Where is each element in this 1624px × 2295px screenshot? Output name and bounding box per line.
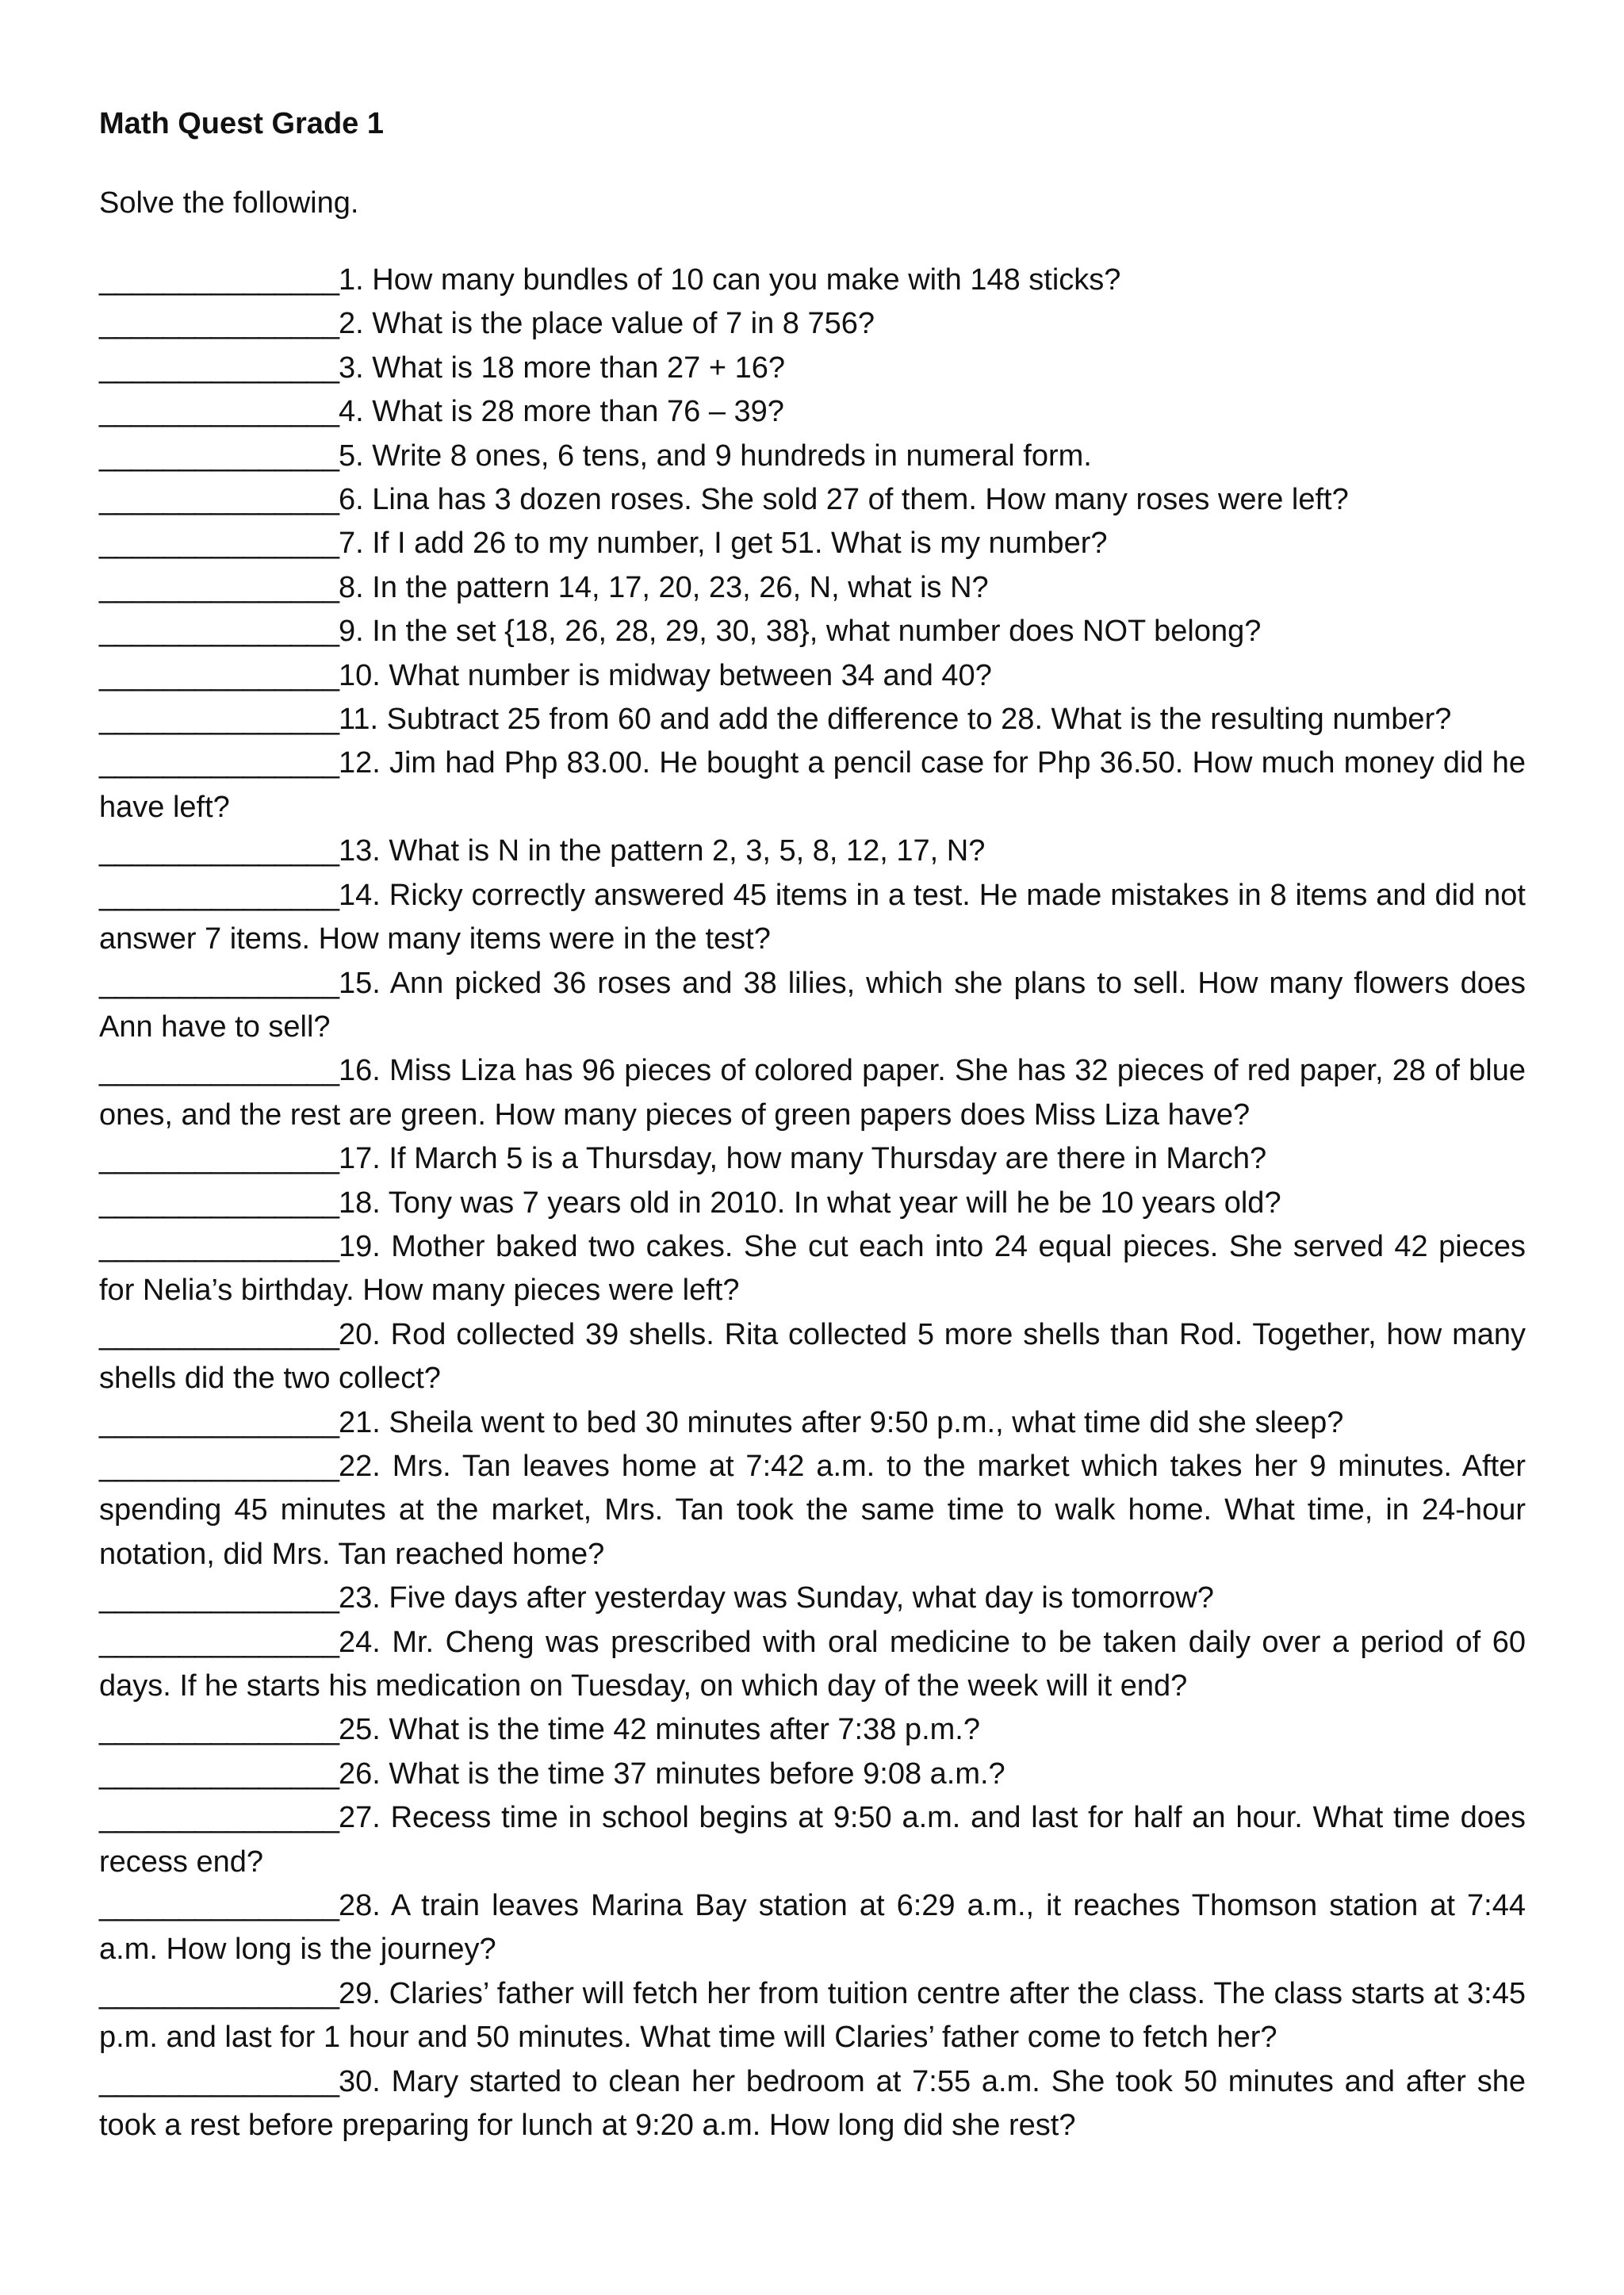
question-number: 15. [339, 966, 381, 1000]
answer-blank[interactable]: _______________ [99, 2064, 339, 2098]
worksheet-title: Math Quest Grade 1 [99, 107, 384, 140]
question-item [99, 741, 1526, 829]
question-number: 6. [339, 483, 364, 517]
question-number: 23. [339, 1581, 381, 1615]
question-text: Jim had Php 83.00. He bought a pencil case for Php 36.50. How much money did he have left? [99, 746, 1526, 824]
question-number: 18. [339, 1186, 381, 1220]
question-item [99, 2060, 1526, 2148]
question-text: A train leaves Marina Bay station at 6:29 a.m., it reaches Thomson station at 7:44 a.m. How long is the journey? [99, 1889, 1526, 1967]
question-number: 17. [339, 1142, 381, 1176]
answer-blank[interactable]: _______________ [99, 1801, 339, 1835]
question-text: What is the place value of 7 in 8 756? [363, 307, 875, 341]
question-text: Miss Liza has 96 pieces of colored paper. She has 32 pieces of red paper, 28 of blue ones, and the rest are green. How many pieces of green papers does Miss Liza have? [99, 1054, 1526, 1132]
question-item [99, 435, 1526, 478]
question-item [99, 1708, 1526, 1752]
question-number: 29. [339, 1976, 381, 2010]
question-item [99, 566, 1526, 610]
answer-blank[interactable]: _______________ [99, 1889, 339, 1923]
question-text: What is the time 37 minutes before 9:08 a.m.? [380, 1757, 1005, 1791]
question-number: 22. [339, 1449, 381, 1483]
question-number: 12. [339, 746, 381, 780]
question-text: How many bundles of 10 can you make with 148 sticks? [363, 263, 1121, 297]
question-item [99, 259, 1526, 302]
question-item [99, 1577, 1526, 1620]
answer-blank[interactable]: _______________ [99, 395, 339, 429]
answer-blank[interactable]: _______________ [99, 1625, 339, 1659]
question-text: If March 5 is a Thursday, how many Thursday are there in March? [380, 1142, 1267, 1176]
question-text: In the pattern 14, 17, 20, 23, 26, N, what is N? [363, 570, 989, 604]
question-item [99, 347, 1526, 390]
question-item [99, 1225, 1526, 1313]
question-text: Ann picked 36 roses and 38 lilies, which she plans to sell. How many flowers does Ann have to sell? [99, 966, 1526, 1044]
question-number: 16. [339, 1054, 381, 1088]
question-item [99, 1445, 1526, 1577]
answer-blank[interactable]: _______________ [99, 746, 339, 780]
answer-blank[interactable]: _______________ [99, 878, 339, 912]
answer-blank[interactable]: _______________ [99, 1449, 339, 1483]
question-text: Sheila went to bed 30 minutes after 9:50 p.m., what time did she sleep? [380, 1405, 1344, 1439]
question-number: 27. [339, 1801, 381, 1835]
question-item [99, 1621, 1526, 1709]
question-item [99, 1313, 1526, 1401]
answer-blank[interactable]: _______________ [99, 1757, 339, 1791]
question-text: Subtract 25 from 60 and add the difference to 28. What is the resulting number? [378, 703, 1452, 737]
answer-blank[interactable]: _______________ [99, 966, 339, 1000]
question-number: 10. [339, 658, 381, 692]
question-number: 26. [339, 1757, 381, 1791]
question-text: What is N in the pattern 2, 3, 5, 8, 12, 17, N? [380, 834, 986, 868]
question-item [99, 1796, 1526, 1884]
question-number: 25. [339, 1713, 381, 1747]
question-item [99, 1049, 1526, 1137]
question-item [99, 1972, 1526, 2060]
question-number: 28. [339, 1889, 381, 1923]
question-text: Recess time in school begins at 9:50 a.m. and last for half an hour. What time does recess end? [99, 1801, 1526, 1879]
answer-blank[interactable]: _______________ [99, 1054, 339, 1088]
answer-blank[interactable]: _______________ [99, 1317, 339, 1351]
question-number: 3. [339, 351, 364, 385]
question-number: 5. [339, 439, 364, 473]
answer-blank[interactable]: _______________ [99, 1581, 339, 1615]
answer-blank[interactable]: _______________ [99, 703, 339, 737]
question-item [99, 698, 1526, 741]
question-number: 8. [339, 570, 364, 604]
question-number: 20. [339, 1317, 381, 1351]
answer-blank[interactable]: _______________ [99, 1186, 339, 1220]
question-item [99, 1182, 1526, 1225]
answer-blank[interactable]: _______________ [99, 834, 339, 868]
question-number: 2. [339, 307, 364, 341]
answer-blank[interactable]: _______________ [99, 1142, 339, 1176]
answer-blank[interactable]: _______________ [99, 658, 339, 692]
question-text: What is 28 more than 76 – 39? [363, 395, 784, 429]
question-item [99, 962, 1526, 1050]
question-text: What number is midway between 34 and 40? [380, 658, 992, 692]
question-text: Mary started to clean her bedroom at 7:55 a.m. She took 50 minutes and after she took a rest before preparing for lunch at 9:20 a.m. How long did she rest? [99, 2064, 1526, 2143]
question-item [99, 478, 1526, 522]
question-number: 24. [339, 1625, 381, 1659]
question-text: Tony was 7 years old in 2010. In what year will he be 10 years old? [380, 1186, 1281, 1220]
question-number: 4. [339, 395, 364, 429]
question-text: Write 8 ones, 6 tens, and 9 hundreds in numeral form. [363, 439, 1092, 473]
question-item [99, 522, 1526, 565]
question-text: What is the time 42 minutes after 7:38 p.m.? [380, 1713, 980, 1747]
question-number: 7. [339, 527, 364, 561]
question-number: 19. [339, 1229, 381, 1263]
question-text: What is 18 more than 27 + 16? [363, 351, 785, 385]
answer-blank[interactable]: _______________ [99, 307, 339, 341]
question-item [99, 1137, 1526, 1181]
question-text: Mother baked two cakes. She cut each into 24 equal pieces. She served 42 pieces for Nelia’s birthday. How many pieces were left? [99, 1229, 1526, 1308]
answer-blank[interactable]: _______________ [99, 527, 339, 561]
answer-blank[interactable]: _______________ [99, 570, 339, 604]
question-number: 21. [339, 1405, 381, 1439]
answer-blank[interactable]: _______________ [99, 483, 339, 517]
question-item [99, 390, 1526, 434]
question-text: Five days after yesterday was Sunday, what day is tomorrow? [380, 1581, 1214, 1615]
question-text: If I add 26 to my number, I get 51. What is my number? [363, 527, 1108, 561]
question-text: Ricky correctly answered 45 items in a test. He made mistakes in 8 items and did not answer 7 items. How many items were in the test? [99, 878, 1526, 956]
question-item [99, 302, 1526, 346]
question-list [99, 259, 1526, 2147]
answer-blank[interactable]: _______________ [99, 1229, 339, 1263]
answer-blank[interactable]: _______________ [99, 1976, 339, 2010]
answer-blank[interactable]: _______________ [99, 1405, 339, 1439]
question-number: 30. [339, 2064, 381, 2098]
question-item [99, 654, 1526, 698]
question-item [99, 874, 1526, 962]
question-item [99, 610, 1526, 653]
question-text: Claries’ father will fetch her from tuition centre after the class. The class starts at 3:45 p.m. and last for 1 hour and 50 minutes. What time will Claries’ father come to fetch her? [99, 1976, 1526, 2055]
question-text: Lina has 3 dozen roses. She sold 27 of them. How many roses were left? [363, 483, 1349, 517]
question-number: 13. [339, 834, 381, 868]
question-number: 14. [339, 878, 381, 912]
answer-blank[interactable]: _______________ [99, 1713, 339, 1747]
question-text: Mrs. Tan leaves home at 7:42 a.m. to the market which takes her 9 minutes. After spending 45 minutes at the market, Mrs. Tan took the same time to walk home. What time, in 24-hour notation, did Mrs. Tan reached home? [99, 1449, 1526, 1571]
question-item [99, 829, 1526, 873]
question-text: Mr. Cheng was prescribed with oral medicine to be taken daily over a period of 60 days. If he starts his medication on Tuesday, on which day of the week will it end? [99, 1625, 1526, 1703]
instructions: Solve the following. [99, 186, 359, 220]
answer-blank[interactable]: _______________ [99, 351, 339, 385]
question-number: 1. [339, 263, 364, 297]
question-item [99, 1753, 1526, 1796]
question-number: 11. [339, 703, 379, 737]
question-item [99, 1884, 1526, 1972]
question-text: Rod collected 39 shells. Rita collected 5 more shells than Rod. Together, how many shells did the two collect? [99, 1317, 1526, 1396]
question-number: 9. [339, 615, 364, 649]
answer-blank[interactable]: _______________ [99, 439, 339, 473]
question-item [99, 1401, 1526, 1445]
question-text: In the set {18, 26, 28, 29, 30, 38}, what number does NOT belong? [363, 615, 1262, 649]
answer-blank[interactable]: _______________ [99, 263, 339, 297]
answer-blank[interactable]: _______________ [99, 615, 339, 649]
